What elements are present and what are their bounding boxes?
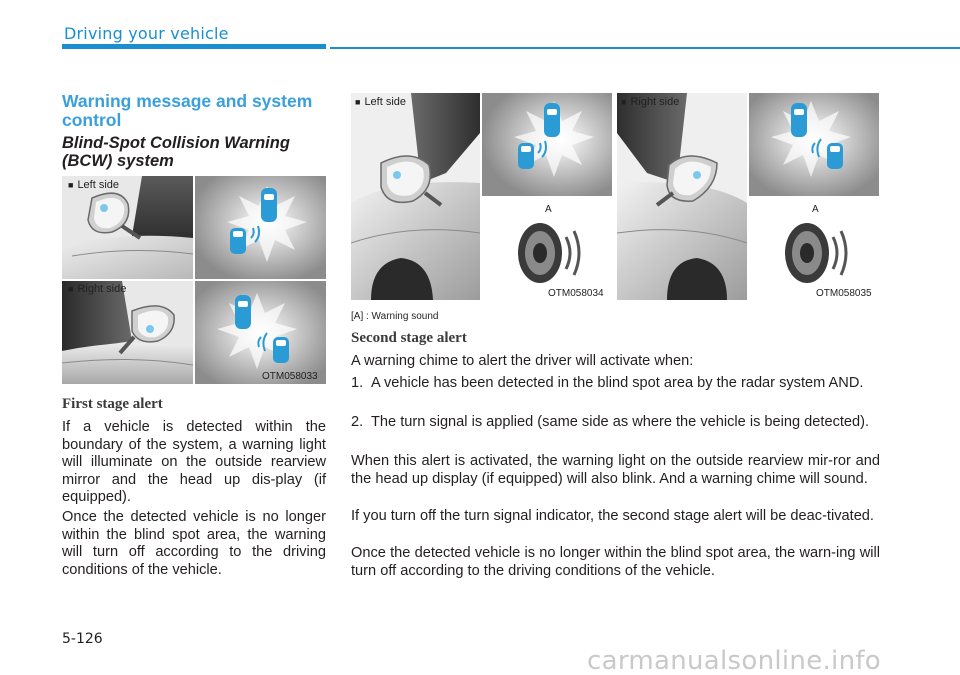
first-stage-heading: First stage alert <box>62 396 163 412</box>
section-header: Driving your vehicle <box>64 24 229 43</box>
figure-code: OTM058035 <box>816 288 872 299</box>
list-number: 2. <box>351 414 364 430</box>
first-stage-paragraph-2: Once the detected vehicle is no longer within the blind spot area, the warning will turn off according to the driving conditions of the vehicle. <box>62 509 326 578</box>
figure-code: OTM058033 <box>262 371 318 382</box>
caption-right-side <box>68 283 126 295</box>
caption-text: Right side <box>630 96 680 108</box>
square-bullet-icon: ■ <box>68 180 74 190</box>
subsection-title: Blind-Spot Collision Warning (BCW) system <box>62 134 290 170</box>
list-item <box>351 414 880 450</box>
illustration-right-mirror <box>62 281 193 384</box>
caption-text: Left side <box>77 179 120 191</box>
caption-text: Right side <box>77 283 127 295</box>
sound-marker-a: A <box>812 204 819 215</box>
figure-code: OTM058034 <box>548 288 604 299</box>
illustration-left-detection <box>195 176 326 279</box>
caption-top-left-side <box>355 96 406 108</box>
square-bullet-icon: ■ <box>355 97 361 107</box>
list-item <box>351 375 880 411</box>
second-stage-paragraph-1: When this alert is activated, the warning light on the outside rearview mir-ror and the head up display (if equipped) will also blink. And a warning chime will sound. <box>351 453 880 487</box>
second-stage-intro: A warning chime to alert the driver will activate when: <box>351 353 694 369</box>
illustration-detection-left <box>482 93 612 196</box>
illustration-car-left-side <box>351 93 480 300</box>
list-text: A vehicle has been detected in the blind spot area by the radar system AND. <box>371 375 864 391</box>
page-number: 5-126 <box>62 631 103 647</box>
header-rule-thin <box>330 47 960 49</box>
second-stage-paragraph-2: If you turn off the turn signal indicator, the second stage alert will be deac-tivated. <box>351 508 874 524</box>
first-stage-paragraph-1: If a vehicle is detected within the boundary of the system, a warning light will illuminate on the outside rearview mirror and the head up dis-play (if equipped). <box>62 419 326 505</box>
caption-left-side <box>68 179 119 191</box>
illustration-left-mirror <box>62 176 193 279</box>
caption-top-right-side <box>621 96 679 108</box>
square-bullet-icon: ■ <box>68 284 74 294</box>
legend-note: [A] : Warning sound <box>351 311 439 322</box>
illustration-right-detection <box>195 281 326 384</box>
square-bullet-icon: ■ <box>621 97 627 107</box>
header-rule-thick <box>62 44 326 49</box>
illustration-car-right-side <box>617 93 747 300</box>
watermark: carmanualsonline.info <box>587 646 882 675</box>
second-stage-paragraph-3: Once the detected vehicle is no longer within the blind spot area, the warn-ing will turn off according to the driving conditions of the vehicle. <box>351 545 880 579</box>
sound-marker-a: A <box>545 204 552 215</box>
section-title: Warning message and system control <box>62 91 313 130</box>
caption-text: Left side <box>364 96 407 108</box>
list-text: The turn signal is applied (same side as where the vehicle is being detected). <box>371 414 870 430</box>
second-stage-heading: Second stage alert <box>351 330 467 346</box>
illustration-detection-right <box>749 93 879 196</box>
list-number: 1. <box>351 375 364 391</box>
